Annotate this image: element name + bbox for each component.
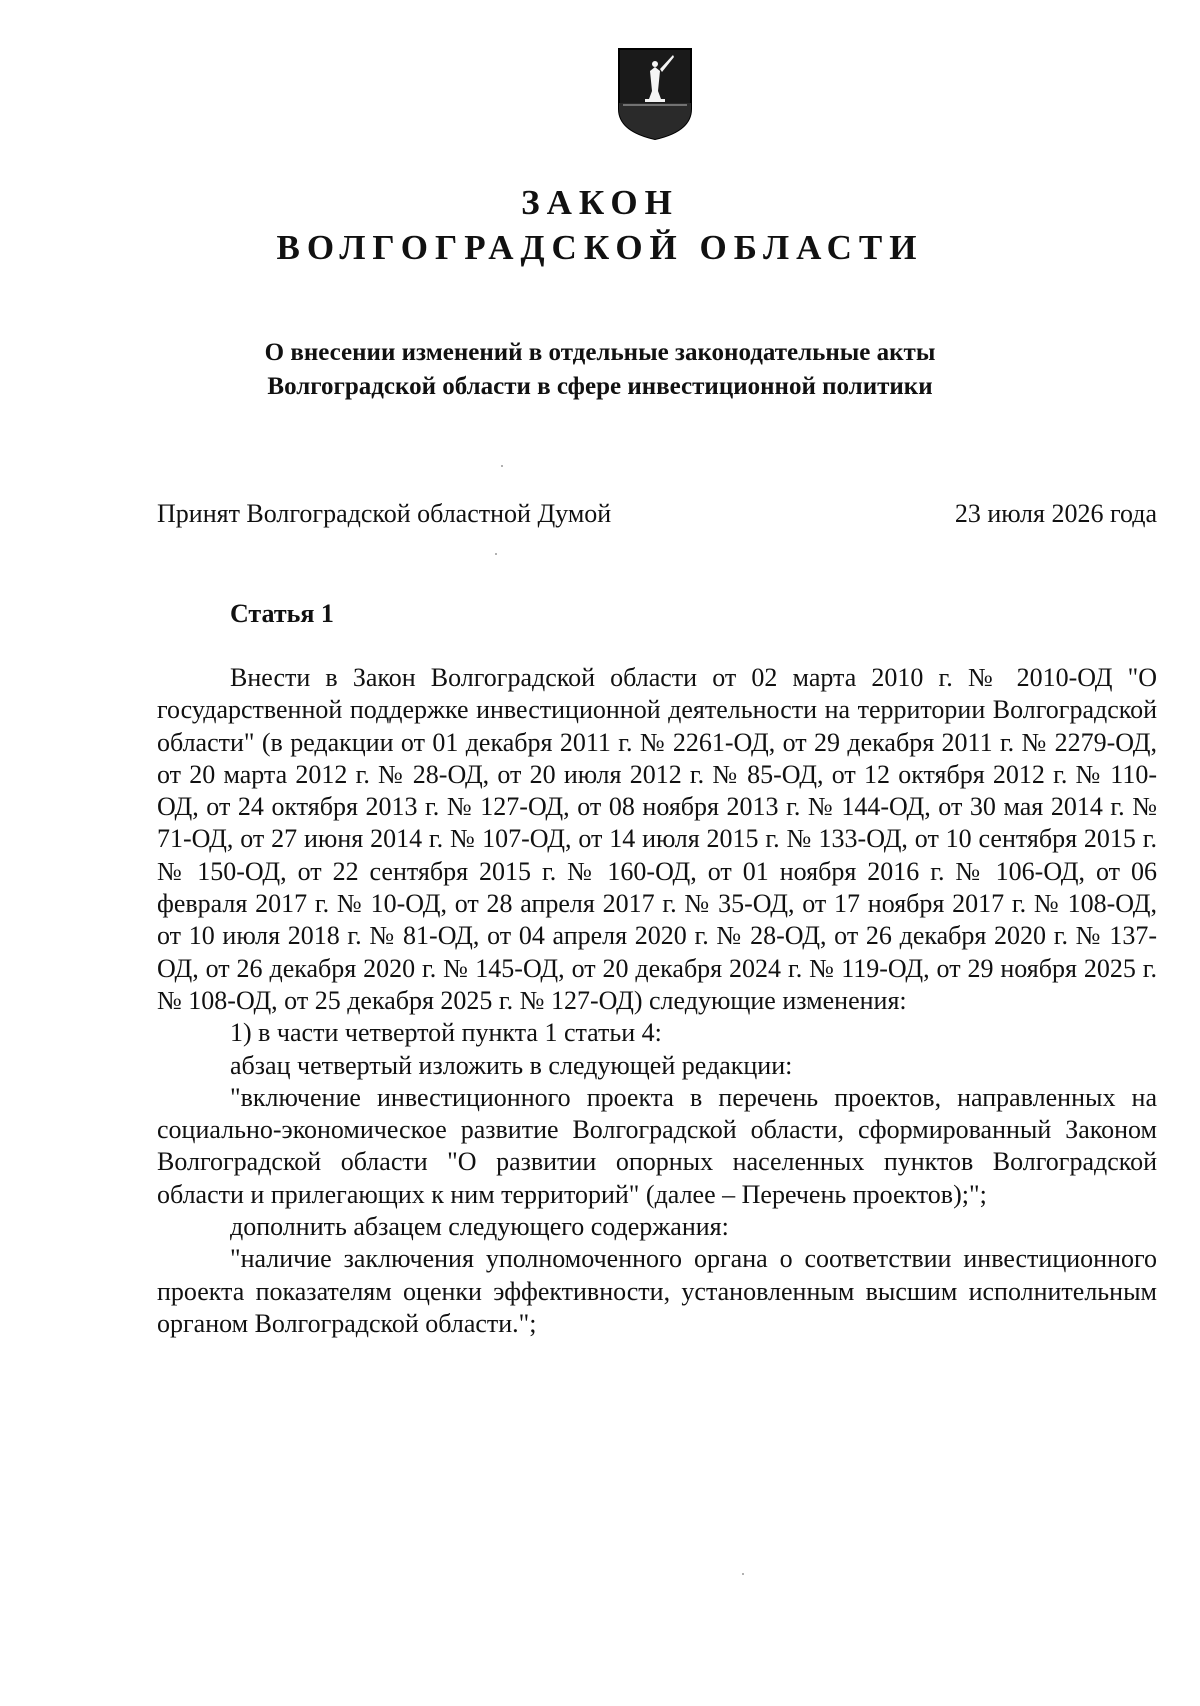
paragraph: "включение инвестиционного проекта в перечень проектов, направленных на социально-экономическое развитие Волгоградской области, сформированный Законом Волгоградской области "О развитии опорных населенных пунктов Волгоградской области и прилегающих к ним территорий" (далее – Перечень проектов);"; xyxy=(157,1082,1157,1209)
subtitle-line: О внесении изменений в отдельные законодательные акты xyxy=(264,339,936,366)
scan-speck xyxy=(495,553,497,555)
scan-speck xyxy=(742,1573,744,1575)
article-body xyxy=(157,662,1157,1340)
document-title: ЗАКОН xyxy=(521,183,679,222)
paragraph: абзац четвертый изложить в следующей редакции: xyxy=(230,1050,793,1080)
paragraph: Внести в Закон Волгоградской области от 02 марта 2010 г. № 2010-ОД "О государственной поддержке инвестиционной деятельности на территории Волгоградской области" (в редакции от 01 декабря 2011 г. № 2261-ОД, от 29 декабря 2011 г. № 2279-ОД, от 20 марта 2012 г. № 28-ОД, от 20 июля 2012 г. № 85-ОД, от 12 октября 2012 г. № 110-ОД, от 24 октября 2013 г. № 127-ОД, от 08 ноября 2013 г. № 144-ОД, от 30 мая 2014 г. № 71-ОД, от 27 июня 2014 г. № 107-ОД, от 14 июля 2015 г. № 133-ОД, от 10 сентября 2015 г. № 150-ОД, от 22 сентября 2015 г. № 160-ОД, от 01 ноября 2016 г. № 106-ОД, от 06 февраля 2017 г. № 10-ОД, от 28 апреля 2017 г. № 35-ОД, от 17 ноября 2017 г. № 108-ОД, от 10 июля 2018 г. № 81-ОД, от 04 апреля 2020 г. № 28-ОД, от 26 декабря 2020 г. № 137-ОД, от 26 декабря 2020 г. № 145-ОД, от 20 декабря 2024 г. № 119-ОД, от 29 ноября 2025 г. № 108-ОД, от 25 декабря 2025 г. № 127-ОД) следующие изменения: xyxy=(157,663,1157,1015)
document-title-region: ВОЛГОГРАДСКОЙ ОБЛАСТИ xyxy=(276,228,924,267)
paragraph: "наличие заключения уполномоченного органа о соответствии инвестиционного проекта показателям оценки эффективности, установленным высшим исполнительным органом Волгоградской области."; xyxy=(157,1244,1157,1338)
coat-of-arms-icon xyxy=(617,45,693,141)
paragraph: дополнить абзацем следующего содержания: xyxy=(230,1212,729,1242)
adopted-by: Принят Волгоградской областной Думой xyxy=(157,499,612,528)
adoption-date: 23 июля 2026 года xyxy=(954,499,1157,528)
article-title: Статья 1 xyxy=(230,599,334,628)
paragraph: 1) в части четвертой пункта 1 статьи 4: xyxy=(230,1018,662,1048)
scan-speck xyxy=(501,465,503,467)
law-subtitle xyxy=(150,336,1050,404)
subtitle-line: Волгоградской области в сфере инвестиционной политики xyxy=(267,373,933,400)
